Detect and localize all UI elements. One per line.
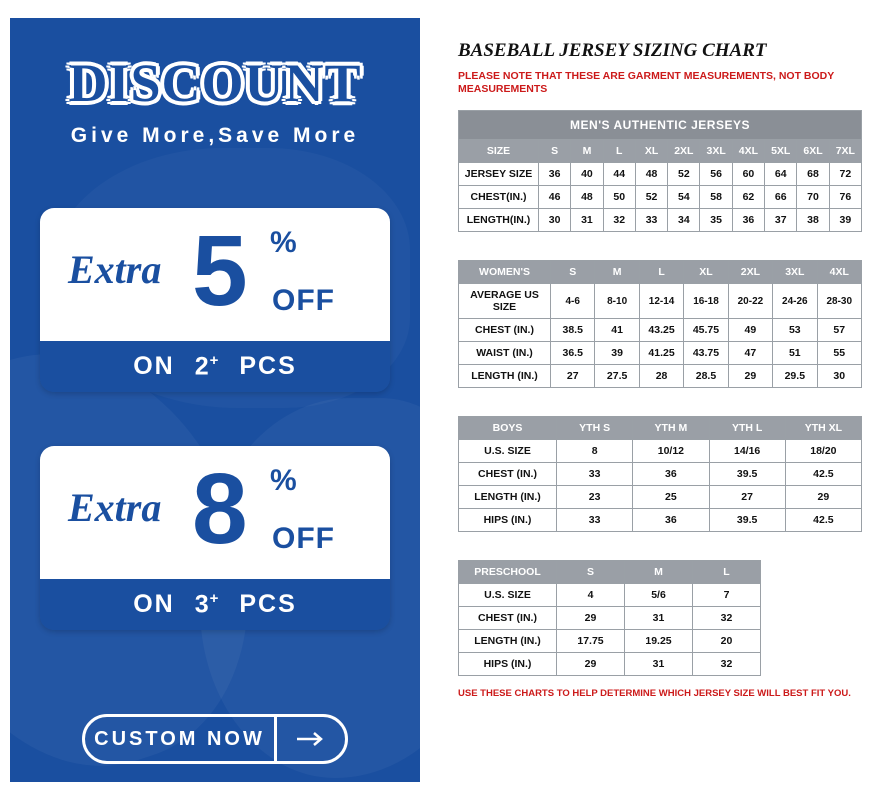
col-header: L [693,561,761,584]
cell: 52 [668,163,700,186]
cell: 48 [571,186,603,209]
cell: 36 [539,163,571,186]
col-header: 5XL [765,140,797,163]
table-row [459,509,862,532]
table-header-row [459,140,862,163]
cell: 39 [595,342,639,365]
offer-top [40,446,390,576]
row-label: CHEST (IN.) [459,607,557,630]
col-header: BOYS [459,417,557,440]
cell: 29 [785,486,861,509]
table-header-row [459,417,862,440]
offer-off-label: OFF [272,284,335,317]
cell: 27.5 [595,365,639,388]
offer-percent-sign: % [270,226,297,259]
cell: 41 [595,319,639,342]
offer-pcs-label: PCS [239,352,297,380]
table-row [459,630,761,653]
cell: 52 [635,186,667,209]
table-row [459,319,862,342]
table-row [459,584,761,607]
row-label: WAIST (IN.) [459,342,551,365]
cell: 39 [829,209,861,232]
cell: 24-26 [773,284,817,319]
cell: 68 [797,163,829,186]
row-label: LENGTH (IN.) [459,630,557,653]
cell: 33 [557,509,633,532]
chart-note: PLEASE NOTE THAT THESE ARE GARMENT MEASUREMENTS, NOT BODY MEASUREMENTS [458,70,835,95]
mens-band-label: MEN'S AUTHENTIC JERSEYS [459,111,862,140]
cell: 8-10 [595,284,639,319]
cell: 4-6 [551,284,595,319]
cell: 58 [700,186,732,209]
col-header: 2XL [668,140,700,163]
arrow-right-icon [277,731,345,747]
cell: 7 [693,584,761,607]
cell: 12-14 [639,284,683,319]
table-row [459,365,862,388]
col-header: 3XL [773,261,817,284]
cell: 42.5 [785,509,861,532]
offer-condition-bar [40,576,390,630]
table-header-row [459,561,761,584]
offer-quantity-plus: + [209,351,220,369]
cell: 35 [700,209,732,232]
cell: 28.5 [684,365,728,388]
offer-quantity [195,590,220,619]
cell: 29.5 [773,365,817,388]
col-header: 7XL [829,140,861,163]
col-header: YTH L [709,417,785,440]
col-header: 4XL [732,140,764,163]
offer-quantity-value: 2 [194,352,210,381]
cell: 38 [797,209,829,232]
offer-pcs-label: PCS [239,590,297,618]
table-row [459,463,862,486]
offer-percent-number: 5 [192,215,248,327]
offer-extra-label: Extra [68,485,162,530]
cell: 70 [797,186,829,209]
cell: 50 [603,186,635,209]
discount-subtitle: Give More,Save More [70,124,360,147]
col-header: YTH XL [785,417,861,440]
col-header: L [603,140,635,163]
table-row [459,284,862,319]
offer-condition-bar [40,338,390,392]
cell: 20-22 [728,284,772,319]
chart-footer-note: USE THESE CHARTS TO HELP DETERMINE WHICH JERSEY SIZE WILL BEST FIT YOU. [458,688,851,699]
offer-percent-number: 8 [192,453,248,565]
table-row [459,653,761,676]
cell: 32 [693,607,761,630]
cell: 64 [765,163,797,186]
row-label: HIPS (IN.) [459,653,557,676]
cell: 44 [603,163,635,186]
table-row [459,607,761,630]
col-header: M [625,561,693,584]
row-label: U.S. SIZE [459,584,557,607]
col-header: SIZE [459,140,539,163]
offer-card-5-percent[interactable] [40,208,390,392]
cell: 39.5 [709,509,785,532]
cell: 30 [817,365,861,388]
cell: 32 [603,209,635,232]
col-header: XL [635,140,667,163]
cell: 34 [668,209,700,232]
cell: 29 [557,607,625,630]
cell: 51 [773,342,817,365]
offer-percent-sign: % [270,464,297,497]
offer-off-label: OFF [272,522,335,555]
row-label: CHEST (IN.) [459,319,551,342]
offer-quantity-value: 3 [194,590,210,619]
cell: 29 [557,653,625,676]
cell: 38.5 [551,319,595,342]
cell: 47 [728,342,772,365]
cell: 31 [571,209,603,232]
cell: 46 [539,186,571,209]
cell: 19.25 [625,630,693,653]
col-header: M [595,261,639,284]
custom-now-button[interactable] [82,714,348,764]
table-row [459,486,862,509]
col-header: XL [684,261,728,284]
sizing-chart-panel [440,18,880,782]
table-header-row [459,261,862,284]
row-label: CHEST(IN.) [459,186,539,209]
cell: 33 [557,463,633,486]
cell: 62 [732,186,764,209]
cell: 5/6 [625,584,693,607]
col-header: S [557,561,625,584]
cell: 10/12 [633,440,709,463]
col-header: 6XL [797,140,829,163]
table-row [459,186,862,209]
cell: 28-30 [817,284,861,319]
col-header: 2XL [728,261,772,284]
cell: 39.5 [709,463,785,486]
preschool-sizing-table [458,560,761,676]
table-row [459,209,862,232]
cell: 20 [693,630,761,653]
cell: 28 [639,365,683,388]
cell: 27 [709,486,785,509]
chart-title: BASEBALL JERSEY SIZING CHART [458,40,767,61]
cell: 36.5 [551,342,595,365]
cell: 30 [539,209,571,232]
col-header: WOMEN'S [459,261,551,284]
cell: 25 [633,486,709,509]
mens-sizing-table [458,110,862,232]
col-header: S [551,261,595,284]
cell: 18/20 [785,440,861,463]
col-header: 4XL [817,261,861,284]
table-row [459,163,862,186]
cell: 41.25 [639,342,683,365]
cell: 55 [817,342,861,365]
cell: 72 [829,163,861,186]
col-header: S [539,140,571,163]
cell: 57 [817,319,861,342]
offer-top [40,208,390,338]
table-band-row [459,111,862,140]
cell: 45.75 [684,319,728,342]
row-label: LENGTH (IN.) [459,486,557,509]
cell: 54 [668,186,700,209]
cell: 17.75 [557,630,625,653]
cell: 36 [633,509,709,532]
col-header: YTH S [557,417,633,440]
cell: 8 [557,440,633,463]
cell: 31 [625,653,693,676]
cell: 42.5 [785,463,861,486]
cell: 32 [693,653,761,676]
cell: 66 [765,186,797,209]
offer-on-label: ON [133,590,175,618]
row-label: JERSEY SIZE [459,163,539,186]
cell: 76 [829,186,861,209]
cell: 43.25 [639,319,683,342]
col-header: YTH M [633,417,709,440]
custom-now-label: CUSTOM NOW [94,727,265,750]
cell: 29 [728,365,772,388]
cell: 4 [557,584,625,607]
boys-sizing-table [458,416,862,532]
cell: 56 [700,163,732,186]
col-header: L [639,261,683,284]
cell: 16-18 [684,284,728,319]
cell: 27 [551,365,595,388]
offer-extra-label: Extra [68,247,162,292]
cell: 14/16 [709,440,785,463]
cell: 40 [571,163,603,186]
col-header: PRESCHOOL [459,561,557,584]
discount-promo-panel [10,18,420,782]
row-label: U.S. SIZE [459,440,557,463]
offer-on-label: ON [133,352,175,380]
cell: 36 [633,463,709,486]
offer-quantity [195,352,220,381]
cell: 48 [635,163,667,186]
col-header: 3XL [700,140,732,163]
cell: 60 [732,163,764,186]
discount-title: DISCOUNT [68,53,362,113]
col-header: M [571,140,603,163]
cell: 36 [732,209,764,232]
row-label: LENGTH (IN.) [459,365,551,388]
cell: 31 [625,607,693,630]
offer-quantity-plus: + [209,589,220,607]
row-label: LENGTH(IN.) [459,209,539,232]
womens-sizing-table [458,260,862,388]
cell: 49 [728,319,772,342]
cell: 43.75 [684,342,728,365]
cell: 33 [635,209,667,232]
row-label: HIPS (IN.) [459,509,557,532]
offer-card-8-percent[interactable] [40,446,390,630]
table-row [459,342,862,365]
cell: 23 [557,486,633,509]
cell: 37 [765,209,797,232]
row-label: CHEST (IN.) [459,463,557,486]
row-label: AVERAGE US SIZE [459,284,551,319]
cell: 53 [773,319,817,342]
table-row [459,440,862,463]
